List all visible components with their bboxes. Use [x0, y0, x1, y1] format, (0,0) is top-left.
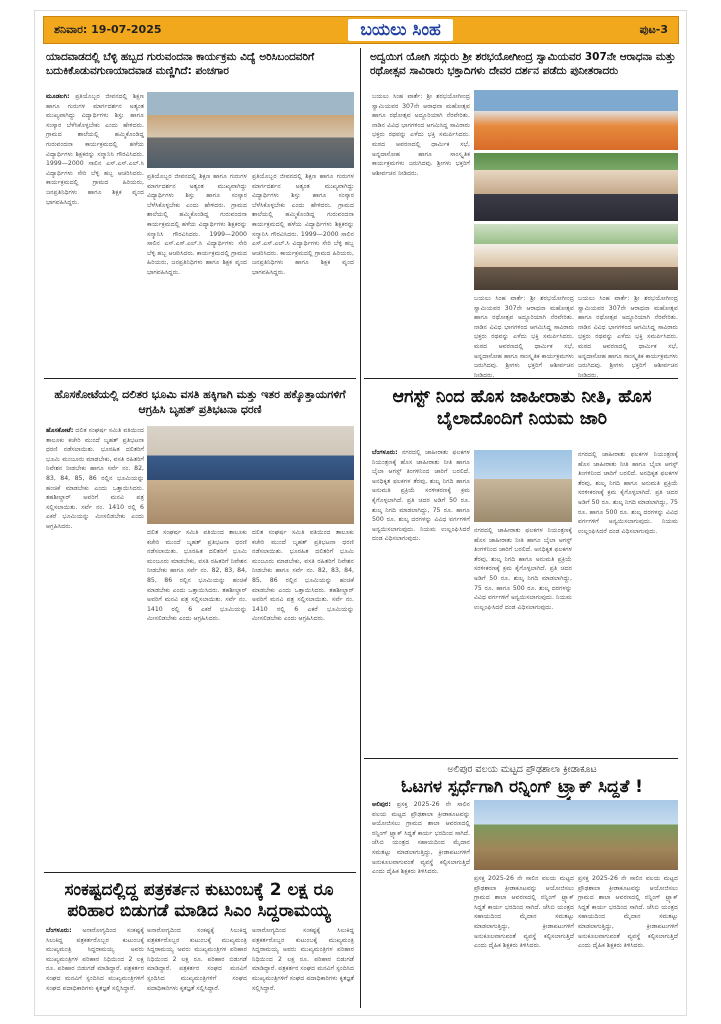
article-dateline: ಮೂಡಲಗಿ:	[46, 93, 70, 100]
event-photo	[474, 153, 678, 221]
article-headline: ಅದ್ವಯಿಗ ಯೋಗಿ ಸದ್ಗುರು ಶ್ರೀ ಶರಭಯೋಗೀಂದ್ರ ಸ್ವಾಮಿಯವರ 307ನೇ ಆರಾಧನಾ ಮತ್ತು ರಥೋತ್ಸವ ಸಾವಿರಾರು ಭಕ್ತಾದಿಗಳು ದೇವರ ದರ್ಶನ ಪಡೆದು ಪುನೀತರಾದರು	[370, 51, 676, 78]
article-column	[46, 92, 144, 374]
newspaper-title: ಬಯಲು ಸಿಂಹ	[348, 19, 452, 41]
page-number: ಪುಟ-3	[639, 23, 668, 36]
article-column	[474, 294, 574, 379]
section-divider	[364, 758, 678, 759]
article-dateline: ಬೆಂಗಳೂರು:	[46, 927, 72, 934]
article-body: ದಲಿತ ಸಂಘರ್ಷ ಸಮಿತಿ ವತಿಯಿಂದ ತಾಲೂಕು ಕಚೇರಿ ಮುಂದೆ ಬೃಹತ್ ಪ್ರತಿಭಟನಾ ಧರಣಿ ನಡೆಸಲಾಯಿತು. ಭೂರಹಿತ ದಲಿತರಿಗೆ ಭೂಮಿ ಮಂಜೂರು ಮಾಡಬೇಕು, ವಸತಿ ರಹಿತರಿಗೆ ನಿವೇಶನ ನೀಡಬೇಕು ಹಾಗೂ ಸರ್ವೆ ನಂ. 82, 83, 84, 85, 86 ರಲ್ಲಿನ ಭೂಮಿಯನ್ನು ಹಂಚಿಕೆ ಮಾಡಬೇಕು ಎಂದು ಒತ್ತಾಯಿಸಿದರು. ತಹಶೀಲ್ದಾರ್ ಅವರಿಗೆ ಮನವಿ ಪತ್ರ ಸಲ್ಲಿಸಲಾಯಿತು. ಸರ್ವೆ ನಂ. 1410 ರಲ್ಲಿ 6 ಎಕರೆ ಭೂಮಿಯನ್ನು ಮೀಸಲಿಡಬೇಕು ಎಂದು ಆಗ್ರಹಿಸಿದರು.	[46, 427, 145, 531]
article-column	[252, 926, 354, 1008]
column-divider	[360, 48, 361, 1008]
article-column	[578, 294, 678, 379]
event-photo	[474, 224, 678, 290]
article-body: ಪ್ರಸಕ್ತ 2025-26 ನೇ ಸಾಲಿನ ವಲಯ ಮಟ್ಟದ ಪ್ರೌಢಶಾಲಾ ಕ್ರೀಡಾಕೂಟವನ್ನು ಆಯೋಜಿಸಲು ಗ್ರಾಮದ ಶಾಲಾ ಆವರಣದಲ್ಲಿ ರನ್ನಿಂಗ್ ಟ್ರ್ಯಾಕ್ ಸಿದ್ದತೆ ಕಾರ್ಯ ಭರದಿಂದ ಸಾಗಿದೆ. ಜೆಸಿಬಿ ಯಂತ್ರದ ಸಹಾಯದಿಂದ ಮೈದಾನ ಸಮತಟ್ಟು ಮಾಡಲಾಗುತ್ತಿದ್ದು, ಕ್ರೀಡಾಪಟುಗಳಿಗೆ ಅನುಕೂಲವಾಗುವಂತೆ ವ್ಯವಸ್ಥೆ ಕಲ್ಪಿಸಲಾಗುತ್ತಿದೆ ಎಂದು ದೈಹಿಕ ಶಿಕ್ಷಕರು ತಿಳಿಸಿದರು.	[578, 875, 678, 950]
article-body: ದಲಿತ ಸಂಘರ್ಷ ಸಮಿತಿ ವತಿಯಿಂದ ತಾಲೂಕು ಕಚೇರಿ ಮುಂದೆ ಬೃಹತ್ ಪ್ರತಿಭಟನಾ ಧರಣಿ ನಡೆಸಲಾಯಿತು. ಭೂರಹಿತ ದಲಿತರಿಗೆ ಭೂಮಿ ಮಂಜೂರು ಮಾಡಬೇಕು, ವಸತಿ ರಹಿತರಿಗೆ ನಿವೇಶನ ನೀಡಬೇಕು ಹಾಗೂ ಸರ್ವೆ ನಂ. 82, 83, 84, 85, 86 ರಲ್ಲಿನ ಭೂಮಿಯನ್ನು ಹಂಚಿಕೆ ಮಾಡಬೇಕು ಎಂದು ಒತ್ತಾಯಿಸಿದರು. ತಹಶೀಲ್ದಾರ್ ಅವರಿಗೆ ಮನವಿ ಪತ್ರ ಸಲ್ಲಿಸಲಾಯಿತು. ಸರ್ವೆ ನಂ. 1410 ರಲ್ಲಿ 6 ಎಕರೆ ಭೂಮಿಯನ್ನು ಮೀಸಲಿಡಬೇಕು ಎಂದು ಆಗ್ರಹಿಸಿದರು.	[147, 529, 247, 623]
article-column	[147, 528, 247, 870]
section-divider	[364, 378, 678, 379]
article-dateline: ಹೊಸಕೋಟೆ:	[46, 427, 74, 434]
article-body: ಪ್ರಸಕ್ತ 2025-26 ನೇ ಸಾಲಿನ ವಲಯ ಮಟ್ಟದ ಪ್ರೌಢಶಾಲಾ ಕ್ರೀಡಾಕೂಟವನ್ನು ಆಯೋಜಿಸಲು ಗ್ರಾಮದ ಶಾಲಾ ಆವರಣದಲ್ಲಿ ರನ್ನಿಂಗ್ ಟ್ರ್ಯಾಕ್ ಸಿದ್ದತೆ ಕಾರ್ಯ ಭರದಿಂದ ಸಾಗಿದೆ. ಜೆಸಿಬಿ ಯಂತ್ರದ ಸಹಾಯದಿಂದ ಮೈದಾನ ಸಮತಟ್ಟು ಮಾಡಲಾಗುತ್ತಿದ್ದು, ಕ್ರೀಡಾಪಟುಗಳಿಗೆ ಅನುಕೂಲವಾಗುವಂತೆ ವ್ಯವಸ್ಥೆ ಕಲ್ಪಿಸಲಾಗುತ್ತಿದೆ ಎಂದು ದೈಹಿಕ ಶಿಕ್ಷಕರು ತಿಳಿಸಿದರು.	[372, 801, 470, 876]
article-dateline: ಆಲಿಪುರ:	[372, 801, 391, 808]
article-body: ಅನಾರೋಗ್ಯದಿಂದ ಸಂಕಷ್ಟಕ್ಕೆ ಸಿಲುಕಿದ್ದ ಪತ್ರಕರ್ತರೊಬ್ಬರ ಕುಟುಂಬಕ್ಕೆ ಮುಖ್ಯಮಂತ್ರಿ ಸಿದ್ದರಾಮಯ್ಯ ಅವರು ಮುಖ್ಯಮಂತ್ರಿಗಳ ಪರಿಹಾರ ನಿಧಿಯಿಂದ 2 ಲಕ್ಷ ರೂ. ಪರಿಹಾರ ಬಿಡುಗಡೆ ಮಾಡಿದ್ದಾರೆ. ಪತ್ರಕರ್ತರ ಸಂಘದ ಮನವಿಗೆ ಸ್ಪಂದಿಸಿದ ಮುಖ್ಯಮಂತ್ರಿಗಳಿಗೆ ಸಂಘದ ಪದಾಧಿಕಾರಿಗಳು ಕೃತಜ್ಞತೆ ಸಲ್ಲಿಸಿದ್ದಾರೆ.	[46, 927, 144, 992]
article-column	[372, 800, 470, 1008]
article-body: ನಗರದಲ್ಲಿ ಜಾಹೀರಾತು ಫಲಕಗಳ ನಿಯಂತ್ರಣಕ್ಕೆ ಹೊಸ ಜಾಹೀರಾತು ನೀತಿ ಹಾಗೂ ಬೈಲಾ ಆಗಸ್ಟ್ ತಿಂಗಳಿನಿಂದ ಜಾರಿಗೆ ಬರಲಿದೆ. ಅನಧಿಕೃತ ಫಲಕಗಳ ತೆರವು, ಶುಲ್ಕ ನಿಗದಿ ಹಾಗೂ ಅನುಮತಿ ಪ್ರಕ್ರಿಯೆ ಸರಳೀಕರಣಕ್ಕೆ ಕ್ರಮ ಕೈಗೊಳ್ಳಲಾಗಿದೆ. ಪ್ರತಿ ಚದರ ಅಡಿಗೆ 50 ರೂ. ಶುಲ್ಕ ನಿಗದಿ ಮಾಡಲಾಗಿದ್ದು, 75 ರೂ. ಹಾಗೂ 500 ರೂ. ಶುಲ್ಕ ದರಗಳನ್ನು ವಿವಿಧ ವರ್ಗಗಳಿಗೆ ಅನ್ವಯಿಸಲಾಗುವುದು. ನಿಯಮ ಉಲ್ಲಂಘಿಸಿದರೆ ದಂಡ ವಿಧಿಸಲಾಗುವುದು.	[372, 449, 470, 543]
article-body: ಅನಾರೋಗ್ಯದಿಂದ ಸಂಕಷ್ಟಕ್ಕೆ ಸಿಲುಕಿದ್ದ ಪತ್ರಕರ್ತರೊಬ್ಬರ ಕುಟುಂಬಕ್ಕೆ ಮುಖ್ಯಮಂತ್ರಿ ಸಿದ್ದರಾಮಯ್ಯ ಅವರು ಮುಖ್ಯಮಂತ್ರಿಗಳ ಪರಿಹಾರ ನಿಧಿಯಿಂದ 2 ಲಕ್ಷ ರೂ. ಪರಿಹಾರ ಬಿಡುಗಡೆ ಮಾಡಿದ್ದಾರೆ. ಪತ್ರಕರ್ತರ ಸಂಘದ ಮನವಿಗೆ ಸ್ಪಂದಿಸಿದ ಮುಖ್ಯಮಂತ್ರಿಗಳಿಗೆ ಸಂಘದ ಪದಾಧಿಕಾರಿಗಳು ಕೃತಜ್ಞತೆ ಸಲ್ಲಿಸಿದ್ದಾರೆ.	[147, 927, 247, 992]
article-headline: ಆಗಸ್ಟ್ ನಿಂದ ಹೊಸ ಜಾಹೀರಾತು ನೀತಿ, ಹೊಸ ಬೈಲಾದೊಂದಿಗೆ ನಿಯಮ ಜಾರಿ	[392, 387, 652, 429]
article-body: ಬಯಲು ಸಿಂಹ ವಾರ್ತೆ: ಶ್ರೀ ಶರಭಯೋಗೀಂದ್ರ ಸ್ವಾಮಿಯವರ 307ನೇ ಆರಾಧನಾ ಮಹೋತ್ಸವ ಹಾಗೂ ರಥೋತ್ಸವ ಅದ್ದೂರಿಯಾಗಿ ನೆರವೇರಿತು. ನಾಡಿನ ವಿವಿಧ ಭಾಗಗಳಿಂದ ಆಗಮಿಸಿದ್ದ ಸಾವಿರಾರು ಭಕ್ತರು ರಥವನ್ನು ಎಳೆದು ಭಕ್ತಿ ಸಮರ್ಪಿಸಿದರು. ಮಠದ ಆವರಣದಲ್ಲಿ ಧಾರ್ಮಿಕ ಸಭೆ, ಅನ್ನದಾಸೋಹ ಹಾಗೂ ಸಾಂಸ್ಕೃತಿಕ ಕಾರ್ಯಕ್ರಮಗಳು ಜರುಗಿದವು. ಶ್ರೀಗಳು ಭಕ್ತರಿಗೆ ಆಶೀರ್ವಚನ ನೀಡಿದರು.	[578, 295, 678, 379]
article-column	[372, 92, 470, 374]
section-divider	[44, 872, 356, 873]
building-photo	[474, 450, 572, 522]
article-column	[147, 172, 247, 374]
article-column	[46, 426, 144, 870]
article-column	[252, 172, 354, 374]
article-body: ನಗರದಲ್ಲಿ ಜಾಹೀರಾತು ಫಲಕಗಳ ನಿಯಂತ್ರಣಕ್ಕೆ ಹೊಸ ಜಾಹೀರಾತು ನೀತಿ ಹಾಗೂ ಬೈಲಾ ಆಗಸ್ಟ್ ತಿಂಗಳಿನಿಂದ ಜಾರಿಗೆ ಬರಲಿದೆ. ಅನಧಿಕೃತ ಫಲಕಗಳ ತೆರವು, ಶುಲ್ಕ ನಿಗದಿ ಹಾಗೂ ಅನುಮತಿ ಪ್ರಕ್ರಿಯೆ ಸರಳೀಕರಣಕ್ಕೆ ಕ್ರಮ ಕೈಗೊಳ್ಳಲಾಗಿದೆ. ಪ್ರತಿ ಚದರ ಅಡಿಗೆ 50 ರೂ. ಶುಲ್ಕ ನಿಗದಿ ಮಾಡಲಾಗಿದ್ದು, 75 ರೂ. ಹಾಗೂ 500 ರೂ. ಶುಲ್ಕ ದರಗಳನ್ನು ವಿವಿಧ ವರ್ಗಗಳಿಗೆ ಅನ್ವಯಿಸಲಾಗುವುದು. ನಿಯಮ ಉಲ್ಲಂಘಿಸಿದರೆ ದಂಡ ವಿಧಿಸಲಾಗುವುದು.	[578, 451, 678, 535]
article-column	[147, 926, 247, 1008]
running-track-photo	[474, 800, 678, 870]
article-body: ಪ್ರತಿಯೊಬ್ಬರ ಜೀವನದಲ್ಲಿ ಶಿಕ್ಷಣ ಹಾಗೂ ಗುರುಗಳ ಮಾರ್ಗದರ್ಶನ ಅತ್ಯಂತ ಮುಖ್ಯವಾಗಿದ್ದು ವಿದ್ಯಾರ್ಥಿಗಳು ಶಿಸ್ತು ಹಾಗೂ ಸಂಸ್ಕಾರ ಬೆಳೆಸಿಕೊಳ್ಳಬೇಕು ಎಂದು ಹೇಳಿದರು. ಗ್ರಾಮದ ಶಾಲೆಯಲ್ಲಿ ಹಮ್ಮಿಕೊಂಡಿದ್ದ ಗುರುವಂದನಾ ಕಾರ್ಯಕ್ರಮದಲ್ಲಿ ಹಳೆಯ ವಿದ್ಯಾರ್ಥಿಗಳು ಶಿಕ್ಷಕರನ್ನು ಸನ್ಮಾನಿಸಿ ಗೌರವಿಸಿದರು. 1999—2000 ಸಾಲಿನ ಎಸ್.ಎಸ್.ಎಲ್.ಸಿ ವಿದ್ಯಾರ್ಥಿಗಳು ಸೇರಿ ಬೆಳ್ಳಿ ಹಬ್ಬ ಆಚರಿಸಿದರು. ಕಾರ್ಯಕ್ರಮದಲ್ಲಿ ಗ್ರಾಮದ ಹಿರಿಯರು, ಜನಪ್ರತಿನಿಧಿಗಳು ಹಾಗೂ ಶಿಕ್ಷಕ ವೃಂದ ಭಾಗವಹಿಸಿದ್ದರು.	[46, 93, 144, 206]
article-column	[46, 926, 144, 1008]
article-column	[578, 874, 678, 1008]
article-dateline: ಬೆಂಗಳೂರು:	[372, 449, 398, 456]
article-headline: ಹೊಸಕೋಟೆಯಲ್ಲಿ ದಲಿತರ ಭೂಮಿ ವಸತಿ ಹಕ್ಕಿಗಾಗಿ ಮತ್ತು ಇತರ ಹಕ್ಕೊತ್ತಾಯಗಳಿಗೆ ಆಗ್ರಹಿಸಿ ಬೃಹತ್ ಪ್ರತಿಭಟನಾ ಧರಣಿ	[54, 388, 346, 416]
article-column	[474, 526, 572, 756]
article-body: ಬಯಲು ಸಿಂಹ ವಾರ್ತೆ: ಶ್ರೀ ಶರಭಯೋಗೀಂದ್ರ ಸ್ವಾಮಿಯವರ 307ನೇ ಆರಾಧನಾ ಮಹೋತ್ಸವ ಹಾಗೂ ರಥೋತ್ಸವ ಅದ್ದೂರಿಯಾಗಿ ನೆರವೇರಿತು. ನಾಡಿನ ವಿವಿಧ ಭಾಗಗಳಿಂದ ಆಗಮಿಸಿದ್ದ ಸಾವಿರಾರು ಭಕ್ತರು ರಥವನ್ನು ಎಳೆದು ಭಕ್ತಿ ಸಮರ್ಪಿಸಿದರು. ಮಠದ ಆವರಣದಲ್ಲಿ ಧಾರ್ಮಿಕ ಸಭೆ, ಅನ್ನದಾಸೋಹ ಹಾಗೂ ಸಾಂಸ್ಕೃತಿಕ ಕಾರ್ಯಕ್ರಮಗಳು ಜರುಗಿದವು. ಶ್ರೀಗಳು ಭಕ್ತರಿಗೆ ಆಶೀರ್ವಚನ ನೀಡಿದರು.	[372, 93, 470, 177]
article-column	[578, 450, 678, 756]
article-body: ಪ್ರತಿಯೊಬ್ಬರ ಜೀವನದಲ್ಲಿ ಶಿಕ್ಷಣ ಹಾಗೂ ಗುರುಗಳ ಮಾರ್ಗದರ್ಶನ ಅತ್ಯಂತ ಮುಖ್ಯವಾಗಿದ್ದು ವಿದ್ಯಾರ್ಥಿಗಳು ಶಿಸ್ತು ಹಾಗೂ ಸಂಸ್ಕಾರ ಬೆಳೆಸಿಕೊಳ್ಳಬೇಕು ಎಂದು ಹೇಳಿದರು. ಗ್ರಾಮದ ಶಾಲೆಯಲ್ಲಿ ಹಮ್ಮಿಕೊಂಡಿದ್ದ ಗುರುವಂದನಾ ಕಾರ್ಯಕ್ರಮದಲ್ಲಿ ಹಳೆಯ ವಿದ್ಯಾರ್ಥಿಗಳು ಶಿಕ್ಷಕರನ್ನು ಸನ್ಮಾನಿಸಿ ಗೌರವಿಸಿದರು. 1999—2000 ಸಾಲಿನ ಎಸ್.ಎಸ್.ಎಲ್.ಸಿ ವಿದ್ಯಾರ್ಥಿಗಳು ಸೇರಿ ಬೆಳ್ಳಿ ಹಬ್ಬ ಆಚರಿಸಿದರು. ಕಾರ್ಯಕ್ರಮದಲ್ಲಿ ಗ್ರಾಮದ ಹಿರಿಯರು, ಜನಪ್ರತಿನಿಧಿಗಳು ಹಾಗೂ ಶಿಕ್ಷಕ ವೃಂದ ಭಾಗವಹಿಸಿದ್ದರು.	[252, 173, 354, 277]
article-body: ಬಯಲು ಸಿಂಹ ವಾರ್ತೆ: ಶ್ರೀ ಶರಭಯೋಗೀಂದ್ರ ಸ್ವಾಮಿಯವರ 307ನೇ ಆರಾಧನಾ ಮಹೋತ್ಸವ ಹಾಗೂ ರಥೋತ್ಸವ ಅದ್ದೂರಿಯಾಗಿ ನೆರವೇರಿತು. ನಾಡಿನ ವಿವಿಧ ಭಾಗಗಳಿಂದ ಆಗಮಿಸಿದ್ದ ಸಾವಿರಾರು ಭಕ್ತರು ರಥವನ್ನು ಎಳೆದು ಭಕ್ತಿ ಸಮರ್ಪಿಸಿದರು. ಮಠದ ಆವರಣದಲ್ಲಿ ಧಾರ್ಮಿಕ ಸಭೆ, ಅನ್ನದಾಸೋಹ ಹಾಗೂ ಸಾಂಸ್ಕೃತಿಕ ಕಾರ್ಯಕ್ರಮಗಳು ಜರುಗಿದವು. ಶ್ರೀಗಳು ಭಕ್ತರಿಗೆ ಆಶೀರ್ವಚನ ನೀಡಿದರು.	[474, 295, 574, 379]
article-body: ದಲಿತ ಸಂಘರ್ಷ ಸಮಿತಿ ವತಿಯಿಂದ ತಾಲೂಕು ಕಚೇರಿ ಮುಂದೆ ಬೃಹತ್ ಪ್ರತಿಭಟನಾ ಧರಣಿ ನಡೆಸಲಾಯಿತು. ಭೂರಹಿತ ದಲಿತರಿಗೆ ಭೂಮಿ ಮಂಜೂರು ಮಾಡಬೇಕು, ವಸತಿ ರಹಿತರಿಗೆ ನಿವೇಶನ ನೀಡಬೇಕು ಹಾಗೂ ಸರ್ವೆ ನಂ. 82, 83, 84, 85, 86 ರಲ್ಲಿನ ಭೂಮಿಯನ್ನು ಹಂಚಿಕೆ ಮಾಡಬೇಕು ಎಂದು ಒತ್ತಾಯಿಸಿದರು. ತಹಶೀಲ್ದಾರ್ ಅವರಿಗೆ ಮನವಿ ಪತ್ರ ಸಲ್ಲಿಸಲಾಯಿತು. ಸರ್ವೆ ನಂ. 1410 ರಲ್ಲಿ 6 ಎಕರೆ ಭೂಮಿಯನ್ನು ಮೀಸಲಿಡಬೇಕು ಎಂದು ಆಗ್ರಹಿಸಿದರು.	[252, 529, 354, 623]
article-body: ಪ್ರತಿಯೊಬ್ಬರ ಜೀವನದಲ್ಲಿ ಶಿಕ್ಷಣ ಹಾಗೂ ಗುರುಗಳ ಮಾರ್ಗದರ್ಶನ ಅತ್ಯಂತ ಮುಖ್ಯವಾಗಿದ್ದು ವಿದ್ಯಾರ್ಥಿಗಳು ಶಿಸ್ತು ಹಾಗೂ ಸಂಸ್ಕಾರ ಬೆಳೆಸಿಕೊಳ್ಳಬೇಕು ಎಂದು ಹೇಳಿದರು. ಗ್ರಾಮದ ಶಾಲೆಯಲ್ಲಿ ಹಮ್ಮಿಕೊಂಡಿದ್ದ ಗುರುವಂದನಾ ಕಾರ್ಯಕ್ರಮದಲ್ಲಿ ಹಳೆಯ ವಿದ್ಯಾರ್ಥಿಗಳು ಶಿಕ್ಷಕರನ್ನು ಸನ್ಮಾನಿಸಿ ಗೌರವಿಸಿದರು. 1999—2000 ಸಾಲಿನ ಎಸ್.ಎಸ್.ಎಲ್.ಸಿ ವಿದ್ಯಾರ್ಥಿಗಳು ಸೇರಿ ಬೆಳ್ಳಿ ಹಬ್ಬ ಆಚರಿಸಿದರು. ಕಾರ್ಯಕ್ರಮದಲ್ಲಿ ಗ್ರಾಮದ ಹಿರಿಯರು, ಜನಪ್ರತಿನಿಧಿಗಳು ಹಾಗೂ ಶಿಕ್ಷಕ ವೃಂದ ಭಾಗವಹಿಸಿದ್ದರು.	[147, 173, 247, 277]
section-divider	[44, 378, 356, 379]
masthead-bar	[43, 16, 679, 44]
article-column	[474, 874, 574, 1008]
article-body: ಪ್ರಸಕ್ತ 2025-26 ನೇ ಸಾಲಿನ ವಲಯ ಮಟ್ಟದ ಪ್ರೌಢಶಾಲಾ ಕ್ರೀಡಾಕೂಟವನ್ನು ಆಯೋಜಿಸಲು ಗ್ರಾಮದ ಶಾಲಾ ಆವರಣದಲ್ಲಿ ರನ್ನಿಂಗ್ ಟ್ರ್ಯಾಕ್ ಸಿದ್ದತೆ ಕಾರ್ಯ ಭರದಿಂದ ಸಾಗಿದೆ. ಜೆಸಿಬಿ ಯಂತ್ರದ ಸಹಾಯದಿಂದ ಮೈದಾನ ಸಮತಟ್ಟು ಮಾಡಲಾಗುತ್ತಿದ್ದು, ಕ್ರೀಡಾಪಟುಗಳಿಗೆ ಅನುಕೂಲವಾಗುವಂತೆ ವ್ಯವಸ್ಥೆ ಕಲ್ಪಿಸಲಾಗುತ್ತಿದೆ ಎಂದು ದೈಹಿಕ ಶಿಕ್ಷಕರು ತಿಳಿಸಿದರು.	[474, 875, 574, 950]
article-column	[252, 528, 354, 870]
article-column	[372, 448, 470, 756]
article-headline: ಯಾದವಾಡದಲ್ಲಿ ಬೆಳ್ಳಿ ಹಬ್ಬದ ಗುರುವಂದನಾ ಕಾರ್ಯಕ್ರಮ ವಿದ್ಯೆ ಅರಿಸಿಬಂದವರಿಗೆ ಬದುಕಿಕೊಡುವಗುಣಯಾದವಾಡ ಮಣ್ಣಿಗಿದೆ: ಪಂಚಗಾರ	[46, 51, 315, 78]
article-kicker: ಅಲಿಪುರ ವಲಯ ಮಟ್ಟದ ಪ್ರೌಢಶಾಲಾ ಕ್ರೀಡಾಕೂಟ	[447, 764, 597, 775]
article-headline: ಓಟಗಳ ಸ್ಪರ್ಧೆಗಾಗಿ ರನ್ನಿಂಗ್ ಟ್ರ್ಯಾಕ್ ಸಿದ್ದತೆ !	[401, 777, 643, 797]
article-body: ನಗರದಲ್ಲಿ ಜಾಹೀರಾತು ಫಲಕಗಳ ನಿಯಂತ್ರಣಕ್ಕೆ ಹೊಸ ಜಾಹೀರಾತು ನೀತಿ ಹಾಗೂ ಬೈಲಾ ಆಗಸ್ಟ್ ತಿಂಗಳಿನಿಂದ ಜಾರಿಗೆ ಬರಲಿದೆ. ಅನಧಿಕೃತ ಫಲಕಗಳ ತೆರವು, ಶುಲ್ಕ ನಿಗದಿ ಹಾಗೂ ಅನುಮತಿ ಪ್ರಕ್ರಿಯೆ ಸರಳೀಕರಣಕ್ಕೆ ಕ್ರಮ ಕೈಗೊಳ್ಳಲಾಗಿದೆ. ಪ್ರತಿ ಚದರ ಅಡಿಗೆ 50 ರೂ. ಶುಲ್ಕ ನಿಗದಿ ಮಾಡಲಾಗಿದ್ದು, 75 ರೂ. ಹಾಗೂ 500 ರೂ. ಶುಲ್ಕ ದರಗಳನ್ನು ವಿವಿಧ ವರ್ಗಗಳಿಗೆ ಅನ್ವಯಿಸಲಾಗುವುದು. ನಿಯಮ ಉಲ್ಲಂಘಿಸಿದರೆ ದಂಡ ವಿಧಿಸಲಾಗುವುದು.	[474, 527, 572, 611]
article-headline: ಸಂಕಷ್ಟದಲ್ಲಿದ್ದ ಪತ್ರಕರ್ತನ ಕುಟುಂಬಕ್ಕೆ 2 ಲಕ್ಷ ರೂ ಪರಿಹಾರ ಬಿಡುಗಡೆ ಮಾಡಿದ ಸಿಎಂ ಸಿದ್ದರಾಮಯ್ಯ	[64, 880, 334, 922]
group-photo	[147, 92, 354, 168]
protest-photo	[147, 426, 354, 524]
issue-date: ಶನಿವಾರ: 19-07-2025	[54, 23, 162, 36]
event-photo	[474, 90, 678, 150]
article-body: ಅನಾರೋಗ್ಯದಿಂದ ಸಂಕಷ್ಟಕ್ಕೆ ಸಿಲುಕಿದ್ದ ಪತ್ರಕರ್ತರೊಬ್ಬರ ಕುಟುಂಬಕ್ಕೆ ಮುಖ್ಯಮಂತ್ರಿ ಸಿದ್ದರಾಮಯ್ಯ ಅವರು ಮುಖ್ಯಮಂತ್ರಿಗಳ ಪರಿಹಾರ ನಿಧಿಯಿಂದ 2 ಲಕ್ಷ ರೂ. ಪರಿಹಾರ ಬಿಡುಗಡೆ ಮಾಡಿದ್ದಾರೆ. ಪತ್ರಕರ್ತರ ಸಂಘದ ಮನವಿಗೆ ಸ್ಪಂದಿಸಿದ ಮುಖ್ಯಮಂತ್ರಿಗಳಿಗೆ ಸಂಘದ ಪದಾಧಿಕಾರಿಗಳು ಕೃತಜ್ಞತೆ ಸಲ್ಲಿಸಿದ್ದಾರೆ.	[252, 927, 354, 992]
